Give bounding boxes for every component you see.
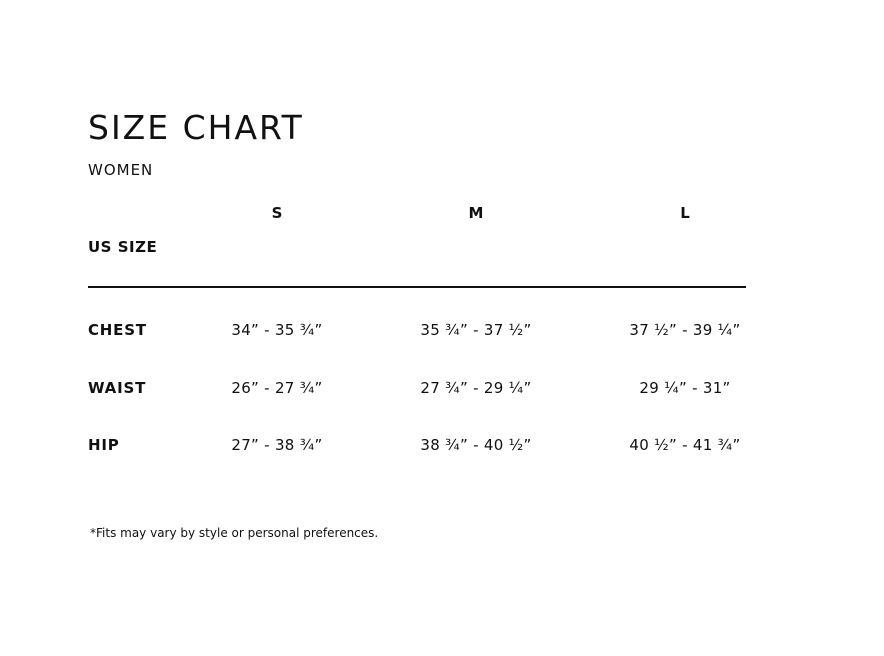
cell-waist-m: 27 ¾” - 29 ¼” bbox=[420, 379, 532, 397]
cell-waist-s: 26” - 27 ¾” bbox=[231, 379, 323, 397]
page-title: SIZE CHART bbox=[88, 108, 304, 147]
page-subtitle: WOMEN bbox=[88, 161, 154, 179]
column-header-l: L bbox=[680, 204, 690, 222]
row-label-waist: WAIST bbox=[88, 379, 147, 397]
column-header-m: M bbox=[468, 204, 484, 222]
cell-chest-m: 35 ¾” - 37 ½” bbox=[420, 321, 532, 339]
column-header-s: S bbox=[271, 204, 283, 222]
header-divider bbox=[88, 286, 746, 288]
row-header-us-size: US SIZE bbox=[88, 238, 158, 256]
row-label-hip: HIP bbox=[88, 436, 120, 454]
cell-hip-l: 40 ½” - 41 ¾” bbox=[629, 436, 741, 454]
footnote: *Fits may vary by style or personal preferences. bbox=[90, 526, 379, 540]
cell-chest-l: 37 ½” - 39 ¼” bbox=[629, 321, 741, 339]
cell-waist-l: 29 ¼” - 31” bbox=[639, 379, 731, 397]
row-label-chest: CHEST bbox=[88, 321, 147, 339]
cell-chest-s: 34” - 35 ¾” bbox=[231, 321, 323, 339]
cell-hip-m: 38 ¾” - 40 ½” bbox=[420, 436, 532, 454]
cell-hip-s: 27” - 38 ¾” bbox=[231, 436, 323, 454]
